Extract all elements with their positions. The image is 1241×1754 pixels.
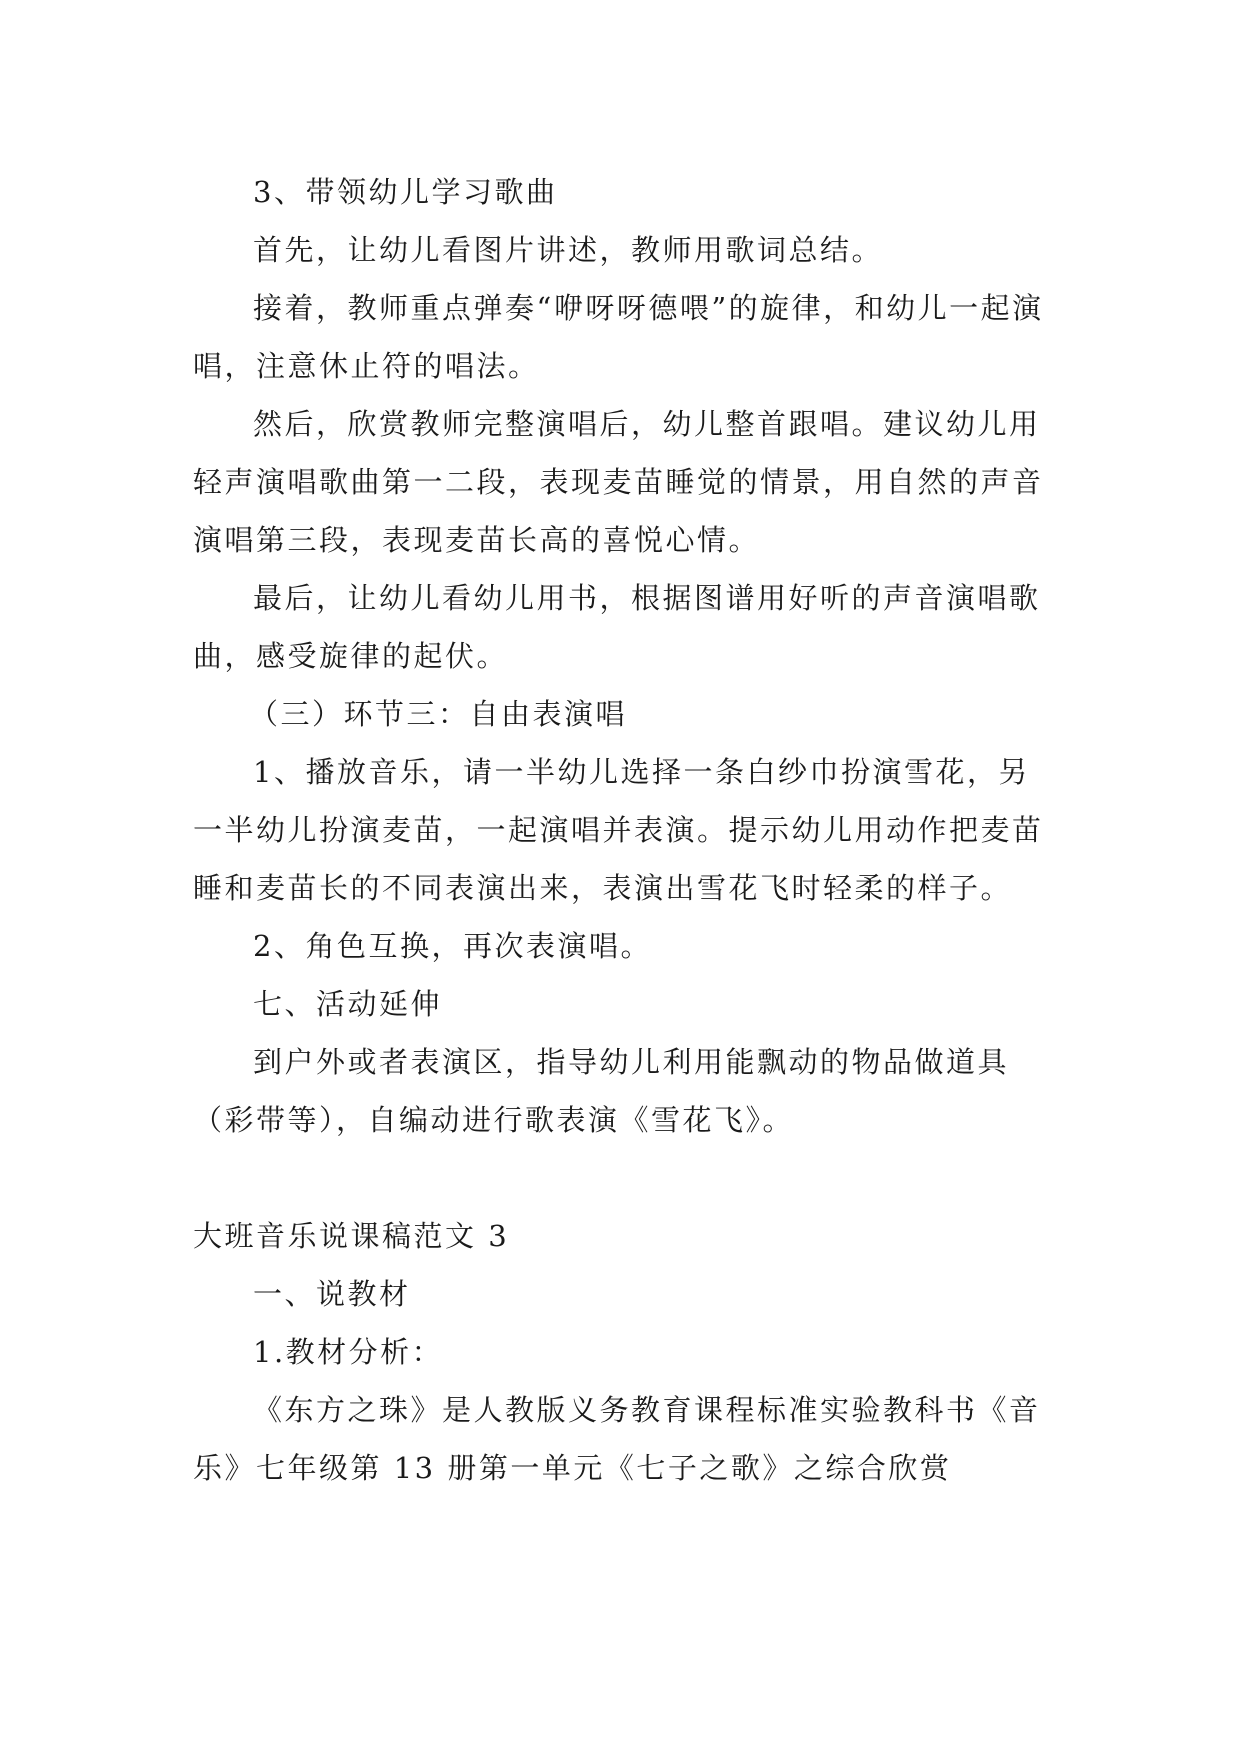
paragraph: 《东方之珠》是人教版义务教育课程标准实验教科书《音乐》七年级第 13 册第一单元《七子之歌》之综合欣赏	[193, 1393, 1041, 1485]
paragraph: 2、角色互换，再次表演唱。	[253, 929, 652, 963]
document-section-title: 大班音乐说课稿范文 3	[193, 1219, 510, 1253]
subsection-heading: 1.教材分析：	[253, 1335, 444, 1369]
paragraph: 到户外或者表演区，指导幼儿利用能飘动的物品做道具（彩带等），自编动进行歌表演《雪花飞》。	[193, 1045, 1010, 1137]
subsection-heading: （三）环节三：自由表演唱	[249, 697, 628, 731]
section-heading: 一、说教材	[253, 1277, 411, 1311]
paragraph: 首先，让幼儿看图片讲述，教师用歌词总结。	[253, 233, 884, 267]
paragraph: 然后，欣赏教师完整演唱后，幼儿整首跟唱。建议幼儿用轻声演唱歌曲第一二段，表现麦苗睡觉的情景，用自然的声音演唱第三段，表现麦苗长高的喜悦心情。	[193, 407, 1044, 557]
blank-line	[193, 1149, 1055, 1207]
section-heading: 七、活动延伸	[253, 987, 443, 1021]
step-heading: 3、带领幼儿学习歌曲	[253, 175, 558, 209]
document-body	[193, 163, 1055, 1497]
paragraph: 最后，让幼儿看幼儿用书，根据图谱用好听的声音演唱歌曲，感受旋律的起伏。	[193, 581, 1041, 673]
paragraph: 接着，教师重点弹奏“咿呀呀德喂”的旋律，和幼儿一起演唱，注意休止符的唱法。	[193, 291, 1044, 383]
paragraph: 1、播放音乐，请一半幼儿选择一条白纱巾扮演雪花，另一半幼儿扮演麦苗，一起演唱并表演。提示幼儿用动作把麦苗睡和麦苗长的不同表演出来，表演出雪花飞时轻柔的样子。	[193, 755, 1044, 905]
